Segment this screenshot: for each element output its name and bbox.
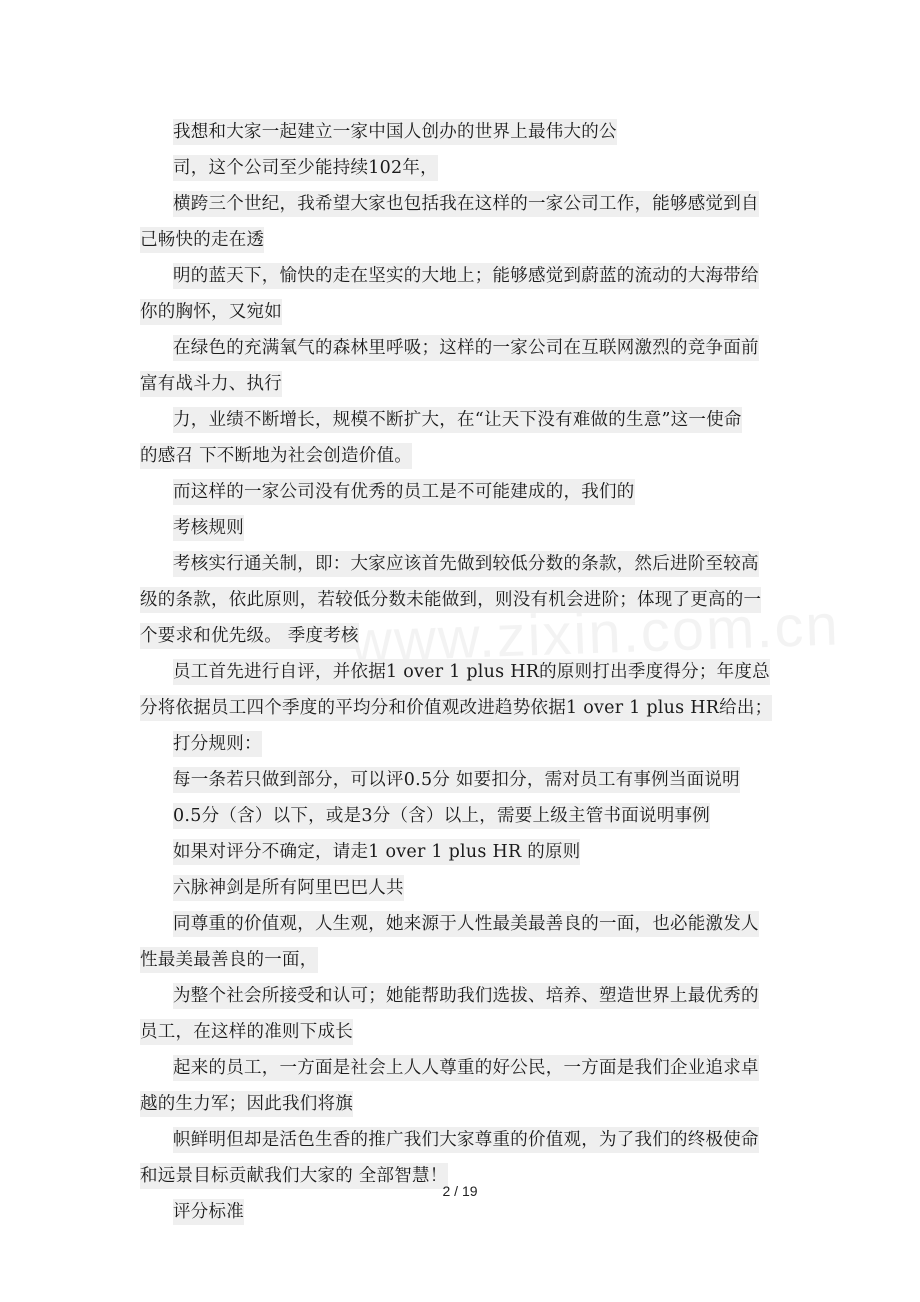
text-line-content: 富有战斗力、执行 [140, 371, 282, 397]
text-line-content: 0.5分（含）以下，或是3分（含）以上，需要上级主管书面说明事例 [173, 803, 710, 829]
text-line-content: 每一条若只做到部分，可以评0.5分 如要扣分，需对员工有事例当面说明 [173, 767, 740, 793]
text-line [140, 618, 782, 654]
text-line [140, 1050, 782, 1086]
text-line-content: 级的条款，依此原则，若较低分数未能做到，则没有机会进阶；体现了更高的一 [140, 587, 761, 613]
text-line-content: 而这样的一家公司没有优秀的员工是不可能建成的，我们的 [173, 479, 635, 505]
text-line-content: 员工，在这样的准则下成长 [140, 1019, 353, 1045]
text-line [140, 474, 782, 510]
text-line [140, 582, 782, 618]
text-line [140, 654, 782, 690]
text-line [140, 1014, 782, 1050]
text-line [140, 222, 782, 258]
text-line [140, 978, 782, 1014]
page-number: 2 / 19 [442, 1183, 478, 1199]
text-line-content: 六脉神剑是所有阿里巴巴人共 [173, 875, 404, 901]
text-line-content: 帜鲜明但却是活色生香的推广我们大家尊重的价值观，为了我们的终极使命 [173, 1127, 759, 1153]
text-line-content: 己畅快的走在透 [140, 227, 264, 253]
text-line-content: 力，业绩不断增长，规模不断扩大，在“让天下没有难做的生意”这一使命 [173, 407, 742, 433]
text-line [140, 942, 782, 978]
text-line [140, 906, 782, 942]
document-body [140, 114, 782, 1230]
text-line-content: 考核实行通关制，即：大家应该首先做到较低分数的条款，然后进阶至较高 [173, 551, 759, 577]
text-line-content: 我想和大家一起建立一家中国人创办的世界上最伟大的公 [173, 119, 617, 145]
text-line-content: 和远景目标贡献我们大家的 全部智慧！ [140, 1163, 448, 1189]
text-line-content: 起来的员工，一方面是社会上人人尊重的好公民，一方面是我们企业追求卓 [173, 1055, 759, 1081]
text-line [140, 510, 782, 546]
text-line [140, 834, 782, 870]
text-line-content: 性最美最善良的一面， [140, 947, 318, 973]
text-line [140, 366, 782, 402]
text-line-content: 越的生力军；因此我们将旗 [140, 1091, 353, 1117]
text-line [140, 330, 782, 366]
text-line [140, 114, 782, 150]
text-line-content: 考核规则 [173, 515, 244, 541]
text-line [140, 186, 782, 222]
text-line [140, 294, 782, 330]
text-line [140, 1086, 782, 1122]
text-line-content: 如果对评分不确定，请走1 over 1 plus HR 的原则 [173, 839, 580, 865]
text-line-content: 司，这个公司至少能持续102年， [173, 155, 438, 181]
text-line [140, 726, 782, 762]
text-line [140, 438, 782, 474]
text-line-content: 个要求和优先级。 季度考核 [140, 623, 359, 649]
text-line-content: 明的蓝天下，愉快的走在坚实的大地上；能够感觉到蔚蓝的流动的大海带给 [173, 263, 759, 289]
text-line-content: 分将依据员工四个季度的平均分和价值观改进趋势依据1 over 1 plus HR给出； [140, 695, 772, 721]
text-line [140, 690, 782, 726]
text-line [140, 258, 782, 294]
text-line-content: 横跨三个世纪，我希望大家也包括我在这样的一家公司工作，能够感觉到自 [173, 191, 759, 217]
text-line-content: 你的胸怀，又宛如 [140, 299, 282, 325]
text-line-content: 打分规则： [173, 731, 262, 757]
text-line-content: 的感召 下不断地为社会创造价值。 [140, 443, 412, 469]
text-line-content: 评分标准 [173, 1199, 244, 1225]
text-line-content: 员工首先进行自评，并依据1 over 1 plus HR的原则打出季度得分；年度总 [173, 659, 770, 685]
text-line [140, 762, 782, 798]
text-line [140, 150, 782, 186]
text-line [140, 546, 782, 582]
text-line-content: 在绿色的充满氧气的森林里呼吸；这样的一家公司在互联网激烈的竞争面前 [173, 335, 759, 361]
text-line-content: 为整个社会所接受和认可；她能帮助我们选拔、培养、塑造世界上最优秀的 [173, 983, 759, 1009]
text-line [140, 798, 782, 834]
text-line [140, 1122, 782, 1158]
text-line-content: 同尊重的价值观，人生观，她来源于人性最美最善良的一面，也必能激发人 [173, 911, 759, 937]
text-line [140, 402, 782, 438]
text-line [140, 1194, 782, 1230]
text-line [140, 870, 782, 906]
